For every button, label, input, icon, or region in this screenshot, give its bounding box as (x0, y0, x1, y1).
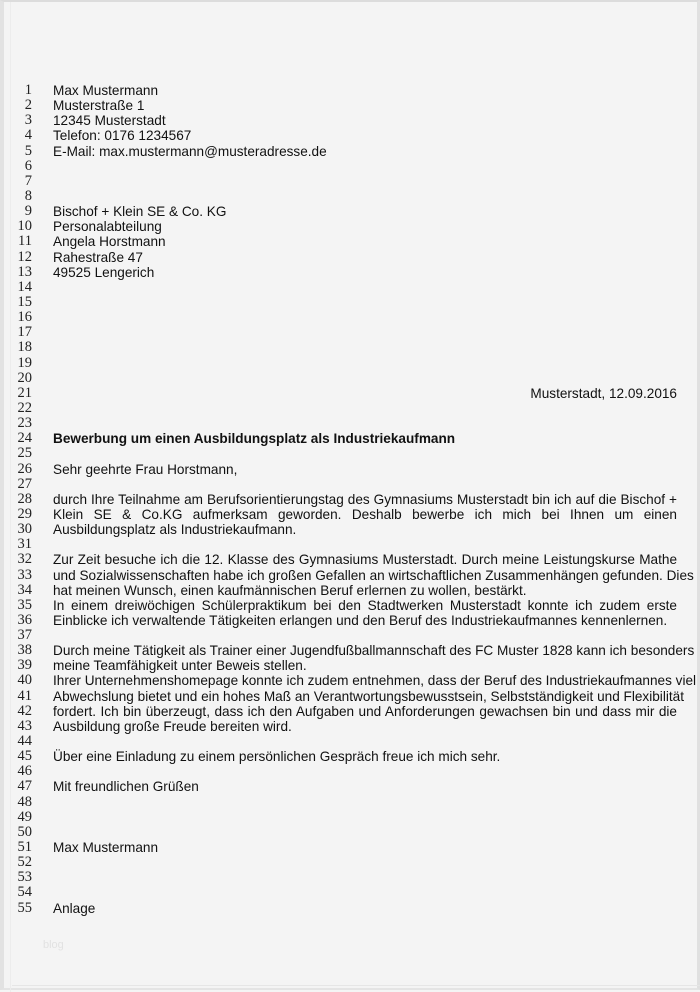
line-number: 49 (17, 808, 32, 825)
line-number: 32 (17, 551, 32, 568)
line-number: 31 (17, 536, 32, 553)
line (4, 825, 700, 840)
line (4, 522, 700, 537)
line (4, 704, 700, 719)
body-text: Abwechslung bietet und ein hohes Maß an Verantwortungsbewusstsein, Selbstständigkeit und Flexibilität (53, 688, 684, 704)
line (4, 795, 700, 810)
line (4, 144, 700, 159)
line (4, 189, 700, 204)
line (4, 658, 700, 673)
line-number: 35 (17, 596, 32, 613)
subject-line: Bewerbung um einen Ausbildungsplatz als Industriekaufmann (53, 431, 456, 447)
line (4, 719, 700, 734)
line-number: 26 (17, 460, 32, 477)
line-number: 21 (17, 384, 32, 401)
recipient-city: 49525 Lengerich (53, 264, 155, 280)
line (4, 613, 700, 628)
watermark: blog (43, 939, 64, 951)
line-number: 10 (17, 218, 32, 235)
line (4, 371, 700, 386)
line (4, 431, 700, 446)
line-number: 20 (17, 369, 32, 386)
line-number: 33 (17, 566, 32, 583)
numbered-lines (4, 83, 700, 916)
body-text: Klein SE & Co.KG aufmerksam geworden. Deshalb bewerbe ich mich bei Ihnen um einen (53, 506, 677, 522)
line (4, 159, 700, 174)
line (4, 83, 700, 98)
place-date: Musterstadt, 12.09.2016 (530, 385, 677, 401)
line-number: 8 (24, 187, 32, 204)
line-number: 16 (17, 309, 32, 326)
line (4, 568, 700, 583)
line-number: 50 (17, 823, 32, 840)
line-number: 7 (24, 172, 32, 189)
line-number: 41 (17, 687, 32, 704)
line-number: 4 (24, 127, 32, 144)
line-number: 52 (17, 854, 32, 871)
line-number: 30 (17, 521, 32, 538)
line-number: 54 (17, 884, 32, 901)
line (4, 204, 700, 219)
line-number: 13 (17, 263, 32, 280)
line-number: 45 (17, 748, 32, 765)
line (4, 477, 700, 492)
line (4, 840, 700, 855)
line-number: 14 (17, 278, 32, 295)
body-text: Durch meine Tätigkeit als Trainer einer Jugendfußballmannschaft des FC Muster 1828 kann ich besonders (53, 643, 695, 659)
line (4, 810, 700, 825)
sender-city: 12345 Musterstadt (53, 113, 166, 129)
line (4, 855, 700, 870)
sender-email: E-Mail: max.mustermann@musteradresse.de (53, 143, 327, 159)
line (4, 583, 700, 598)
line (4, 446, 700, 461)
sender-name: Max Mustermann (53, 83, 159, 98)
body-text: und Sozialwissenschaften habe ich großen Gefallen an wirtschaftlichen Zusammenhängen gefunden. Dies (53, 567, 694, 583)
line-number: 22 (17, 399, 32, 416)
line (4, 901, 700, 916)
line (4, 734, 700, 749)
body-text: Zur Zeit besuche ich die 12. Klasse des Gymnasiums Musterstadt. Durch meine Leistungskurse Mathe (53, 552, 677, 568)
line (4, 386, 700, 401)
line-number: 42 (17, 702, 32, 719)
line (4, 870, 700, 885)
line-number: 1 (24, 82, 32, 98)
line-number: 48 (17, 793, 32, 810)
line-number: 53 (17, 869, 32, 886)
line-number: 25 (17, 445, 32, 462)
line (4, 749, 700, 764)
body-text: Einblicke ich verwaltende Tätigkeiten erlangen und den Beruf des Industriekaufmannes kennenlernen. (53, 612, 668, 628)
line (4, 764, 700, 779)
line-number: 11 (18, 233, 32, 250)
body-text: durch Ihre Teilnahme am Berufsorientierungstag des Gymnasiums Musterstadt bin ich auf die Bischof + (53, 491, 677, 507)
line (4, 219, 700, 234)
closing: Mit freundlichen Grüßen (53, 779, 199, 795)
recipient-department: Personalabteilung (53, 219, 162, 235)
body-text: hat meinen Wunsch, einen kaufmännischen Beruf erlernen zu wollen, bestärkt. (53, 582, 527, 598)
line (4, 356, 700, 371)
line (4, 492, 700, 507)
line (4, 340, 700, 355)
line-number: 6 (24, 157, 32, 174)
line (4, 174, 700, 189)
page-bottom-line (12, 985, 700, 986)
line-number: 36 (17, 611, 32, 628)
line (4, 128, 700, 143)
line (4, 416, 700, 431)
line (4, 295, 700, 310)
line-number: 29 (17, 505, 32, 522)
line (4, 310, 700, 325)
sender-phone: Telefon: 0176 1234567 (53, 128, 192, 144)
line-number: 44 (17, 733, 32, 750)
attachment-note: Anlage (53, 900, 96, 916)
line (4, 779, 700, 794)
line (4, 234, 700, 249)
line (4, 643, 700, 658)
body-text: Ihrer Unternehmenshomepage konnte ich zudem entnehmen, dass der Beruf des Industriekaufmannes viel (53, 673, 697, 689)
body-text: Ausbildung große Freude bereiten wird. (53, 718, 292, 734)
line (4, 537, 700, 552)
line (4, 673, 700, 688)
line-number: 5 (24, 142, 32, 159)
line (4, 98, 700, 113)
body-text: Ausbildungsplatz als Industriekaufmann. (53, 522, 297, 538)
line (4, 250, 700, 265)
line (4, 885, 700, 900)
line-number: 12 (17, 248, 32, 265)
line-number: 27 (17, 475, 32, 492)
line-number: 39 (17, 657, 32, 674)
line (4, 507, 700, 522)
line-number: 18 (17, 339, 32, 356)
line-number: 24 (17, 430, 32, 447)
line (4, 689, 700, 704)
line-number: 17 (17, 324, 32, 341)
line-number: 9 (24, 203, 32, 220)
recipient-company: Bischof + Klein SE & Co. KG (53, 204, 227, 220)
salutation: Sehr geehrte Frau Horstmann, (53, 461, 238, 477)
line (4, 552, 700, 567)
line (4, 325, 700, 340)
line-number: 2 (24, 97, 32, 114)
line-number: 23 (17, 415, 32, 432)
line-number: 51 (17, 839, 32, 856)
line-number: 28 (17, 490, 32, 507)
signature: Max Mustermann (53, 840, 159, 856)
line-number: 55 (17, 899, 32, 916)
line-number: 38 (17, 642, 32, 659)
line-number: 43 (17, 717, 32, 734)
line-number: 19 (17, 354, 32, 371)
recipient-contact: Angela Horstmann (53, 234, 166, 250)
line-number: 37 (17, 627, 32, 644)
line (4, 462, 700, 477)
line-number: 46 (17, 763, 32, 780)
line (4, 280, 700, 295)
recipient-street: Rahestraße 47 (53, 249, 143, 265)
sender-street: Musterstraße 1 (53, 98, 145, 114)
line-number: 3 (24, 112, 32, 129)
line-number: 47 (17, 778, 32, 795)
line (4, 265, 700, 280)
line (4, 598, 700, 613)
body-text: fordert. Ich bin überzeugt, dass ich den Aufgaben und Anforderungen gewachsen bin und dass mir die (53, 703, 677, 719)
line-number: 34 (17, 581, 32, 598)
body-text: meine Teamfähigkeit unter Beweis stellen. (53, 658, 307, 674)
body-text: In einem dreiwöchigen Schülerpraktikum bei den Stadtwerken Musterstadt konnte ich zudem erste (53, 597, 677, 613)
body-text: Über eine Einladung zu einem persönlichen Gespräch freue ich mich sehr. (53, 749, 501, 765)
line-number: 15 (17, 293, 32, 310)
line (4, 113, 700, 128)
line (4, 628, 700, 643)
line (4, 401, 700, 416)
line-number: 40 (17, 672, 32, 689)
